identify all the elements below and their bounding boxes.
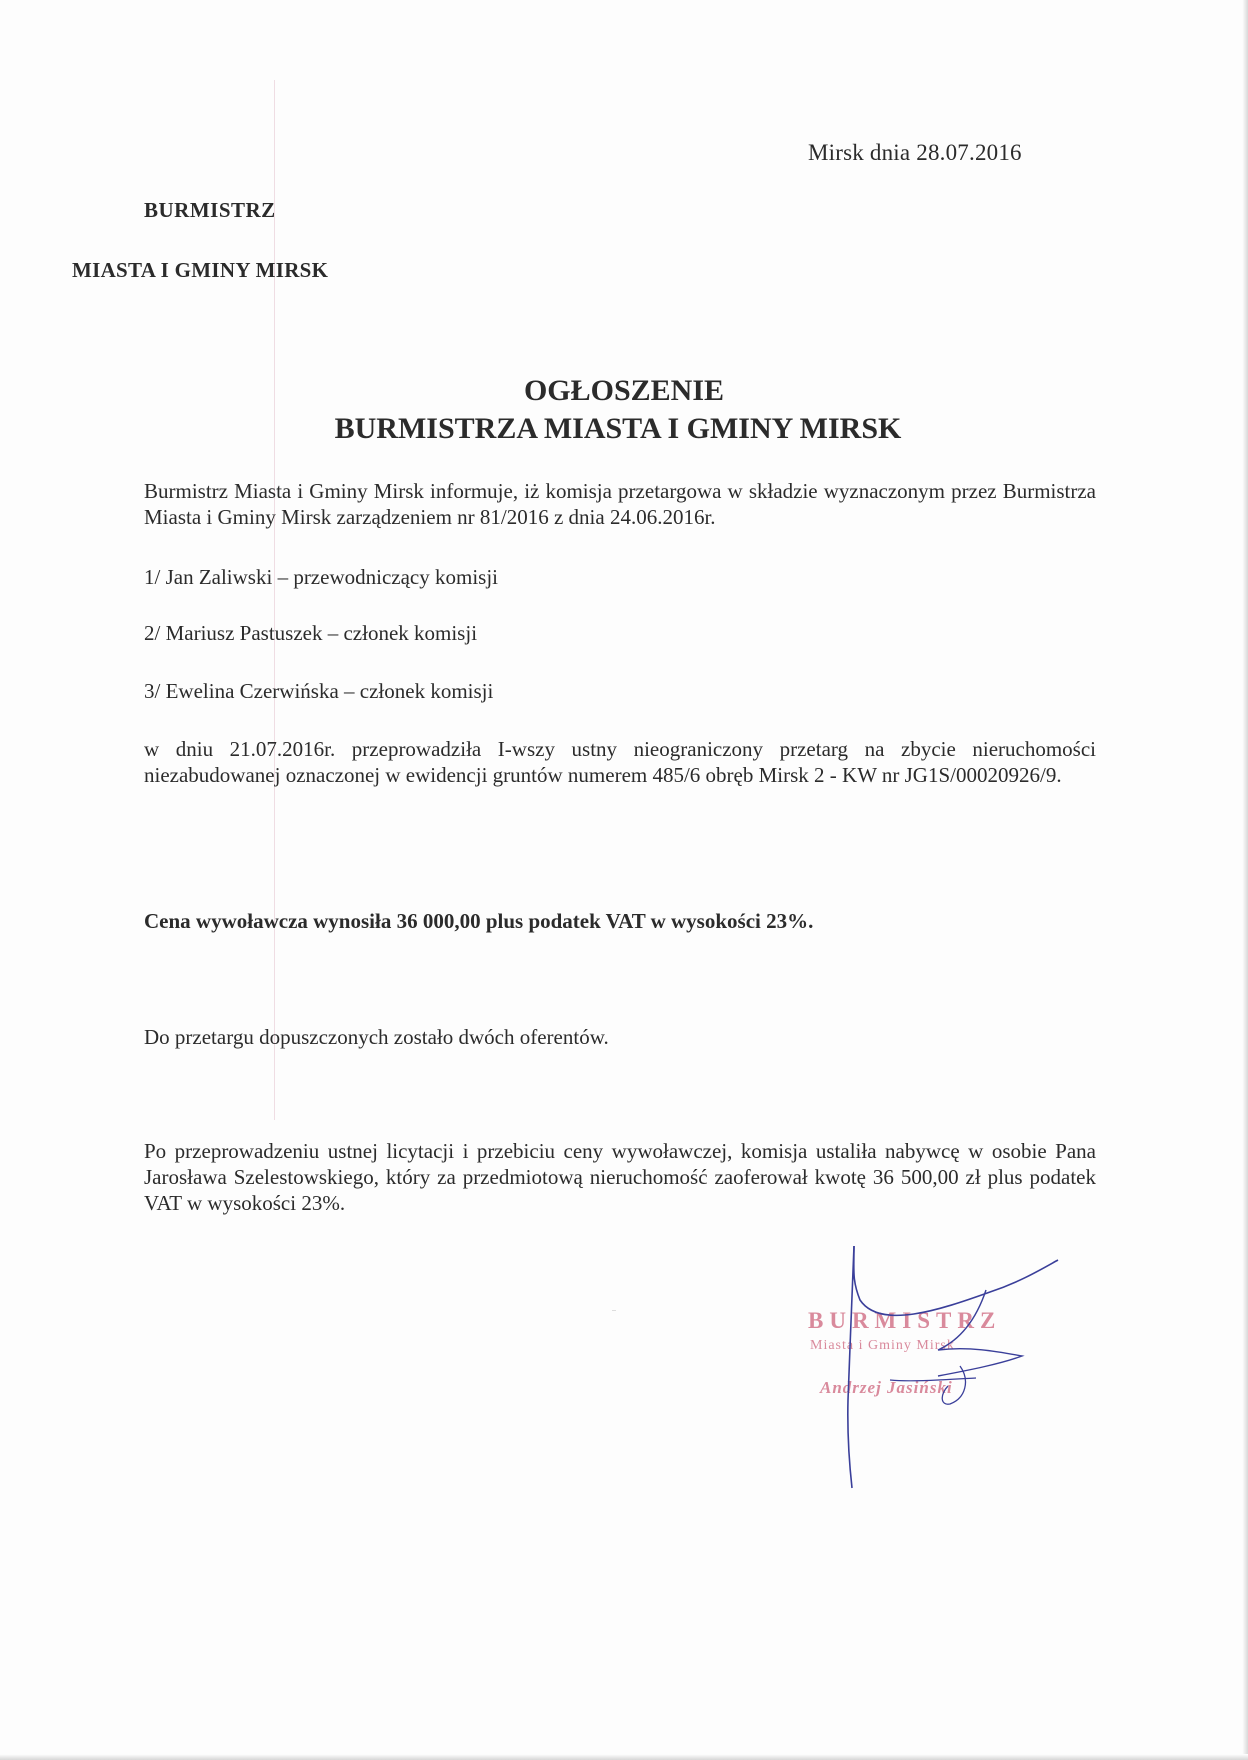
- stamp-name: Andrzej Jasiński: [820, 1378, 953, 1397]
- scan-edge-bottom: [0, 1754, 1248, 1760]
- stamp-title: BURMISTRZ: [808, 1308, 1002, 1333]
- issuer-title: BURMISTRZ: [144, 198, 276, 222]
- title-line-1: OGŁOSZENIE: [523, 374, 725, 407]
- result-paragraph: Po przeprowadzeniu ustnej licytacji i przebiciu ceny wywoławczej, komisja ustaliła nabywcę w osobie Pana Jarosława Szelestowskiego, który za przedmiotową nieruchomość zaoferował kwotę 36 500,00 zł plus podatek VAT w wysokości 23%.: [144, 1139, 1096, 1215]
- announcement-title: [0, 372, 1248, 448]
- starting-price-paragraph: Cena wywoławcza wynosiła 36 000,00 plus podatek VAT w wysokości 23%.: [144, 909, 814, 933]
- auction-paragraph: w dniu 21.07.2016r. przeprowadziła I-wszy ustny nieograniczony przetarg na zbycie nieruchomości niezabudowanej oznaczonej w ewidencji gruntów numerem 485/6 obręb Mirsk 2 - KW nr JG1S/00020926/9.: [144, 737, 1096, 787]
- title-line-2: BURMISTRZA MIASTA I GMINY MIRSK: [334, 412, 902, 445]
- committee-member-1: 1/ Jan Zaliwski – przewodniczący komisji: [144, 565, 498, 589]
- official-stamp: [790, 1230, 1090, 1500]
- document-date: Mirsk dnia 28.07.2016: [808, 140, 1022, 165]
- scan-edge-right: [1242, 0, 1248, 1760]
- committee-member-2: 2/ Mariusz Pastuszek – członek komisji: [144, 621, 478, 645]
- scan-speck: [612, 1310, 616, 1311]
- intro-paragraph: Burmistrz Miasta i Gminy Mirsk informuje, iż komisja przetargowa w składzie wyznaczonym przez Burmistrza Miasta i Gminy Mirsk zarządzeniem nr 81/2016 z dnia 24.06.2016r.: [144, 479, 1096, 529]
- committee-member-3: 3/ Ewelina Czerwińska – członek komisji: [144, 679, 494, 703]
- issuer-office: MIASTA I GMINY MIRSK: [72, 258, 329, 282]
- scan-fold-line: [274, 80, 275, 1120]
- bidders-paragraph: Do przetargu dopuszczonych zostało dwóch oferentów.: [144, 1025, 609, 1049]
- handwritten-signature: [790, 1230, 1090, 1500]
- stamp-office: Miasta i Gminy Mirsk: [810, 1338, 955, 1353]
